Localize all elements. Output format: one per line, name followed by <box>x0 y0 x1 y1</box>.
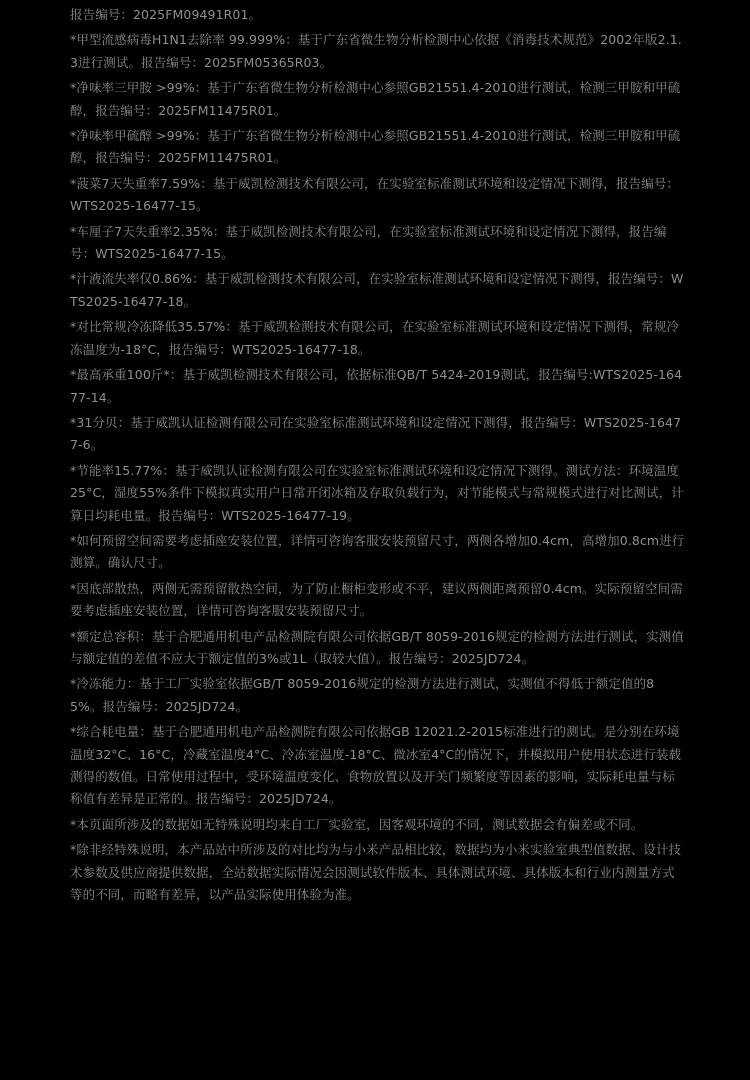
note-trimethylamine: *净味率三甲胺 >99%：基于广东省微生物分析检测中心参照GB21551.4-2010进行测试，检测三甲胺和甲硫醇，报告编号：2025FM11475R01。 <box>70 80 681 118</box>
note-reserved-space: *如何预留空间需要考虑插座安装位置，详情可咨询客服安装预留尺寸，两侧各增加0.4cm，高增加0.8cm进行测算。确认尺寸。 <box>70 532 685 571</box>
note-max-load: *最高承重100斤*：基于威凯检测技术有限公司，依据标准QB/T 5424-2019测试，报告编号:WTS2025-16477-14。 <box>70 367 683 405</box>
note-power-consumption: *综合耗电量：基于合肥通用机电产品检测院有限公司依据GB 12021.2-2015标准进行的测试。是分别在环境温度32°C、16°C，冷藏室温度4°C、冷冻室温度-18°C、微冰室4°C的情况下，并模拟用户使用状态进行装载测得的数值。日常使用过程中，受环境温度变化、食物放置以及开关门频繁度等因素的影响，实际耗电量与标称值有差异是正常的。报告编号：2025JD724。 <box>70 724 682 807</box>
note-h1n1-removal: *甲型流感病毒H1N1去除率 99.999%：基于广东省微生物分析检测中心依据《消毒技术规范》2002年版2.1.3进行测试。报告编号：2025FM05365R03。 <box>70 32 682 70</box>
note-juice-loss: *汁液流失率仅0.86%：基于威凯检测技术有限公司，在实验室标准测试环境和设定情况下测得，报告编号：WTS2025-16477-18。 <box>70 271 684 309</box>
note-methyl-mercaptan: *净味率甲硫醇 >99%：基于广东省微生物分析检测中心参照GB21551.4-2010进行测试，检测三甲胺和甲硫醇，报告编号：2025FM11475R01。 <box>70 128 681 166</box>
note-freezing-capacity: *冷冻能力：基于工厂实验室依据GB/T 8059-2016规定的检测方法进行测试，实测值不得低于额定值的85%。报告编号：2025JD724。 <box>70 676 655 714</box>
disclaimer-notes <box>70 4 686 909</box>
note-bottom-heat-dissipation: *因底部散热，两侧无需预留散热空间，为了防止橱柜变形或不平，建议两侧距离预留0.4cm。实际预留空间需要考虑插座安装位置，详情可咨询客服安装预留尺寸。 <box>70 580 683 619</box>
note-data-source: *本页面所涉及的数据如无特殊说明均来自工厂实验室，因客观环境的不同，测试数据会有偏差或不同。 <box>70 816 644 832</box>
note-spinach-weight-loss: *菠菜7天失重率7.59%：基于威凯检测技术有限公司，在实验室标准测试环境和设定情况下测得，报告编号：WTS2025-16477-15。 <box>70 175 680 214</box>
note-rated-volume: *额定总容积：基于合肥通用机电产品检测院有限公司依据GB/T 8059-2016规定的检测方法进行测试，实测值与额定值的差值不应大于额定值的3%或1L（取较大值）。报告编号：2025JD724。 <box>70 628 684 666</box>
note-cherry-weight-loss: *车厘子7天失重率2.35%：基于威凯检测技术有限公司，在实验室标准测试环境和设定情况下测得，报告编号：WTS2025-16477-15。 <box>70 223 667 262</box>
note-comparison-disclaimer: *除非经特殊说明，本产品站中所涉及的对比均为与小米产品相比较，数据均为小米实验室典型值数据、设计技术参数及供应商提供数据，全站数据实际情况会因测试软件版本、具体测试环境、具体版本和行业内测量方式等的不同，而略有差异，以产品实际使用体验为准。 <box>70 842 682 903</box>
note-noise: *31分贝：基于威凯认证检测有限公司在实验室标准测试环境和设定情况下测得，报告编号：WTS2025-16477-6。 <box>70 414 682 453</box>
note-freezing-comparison: *对比常规冷冻降低35.57%：基于威凯检测技术有限公司，在实验室标准测试环境和设定情况下测得，常规冷冻温度为-18°C，报告编号：WTS2025-16477-18。 <box>70 319 680 357</box>
note-energy-saving: *节能率15.77%：基于威凯认证检测有限公司在实验室标准测试环境和设定情况下测得。测试方法：环境温度25°C，湿度55%条件下模拟真实用户日常开闭冰箱及存取负载行为，对节能模式与常规模式进行对比测试，计算日均耗电量。报告编号：WTS2025-16477-19。 <box>70 462 684 523</box>
note-report-number: 报告编号：2025FM09491R01。 <box>70 7 262 22</box>
